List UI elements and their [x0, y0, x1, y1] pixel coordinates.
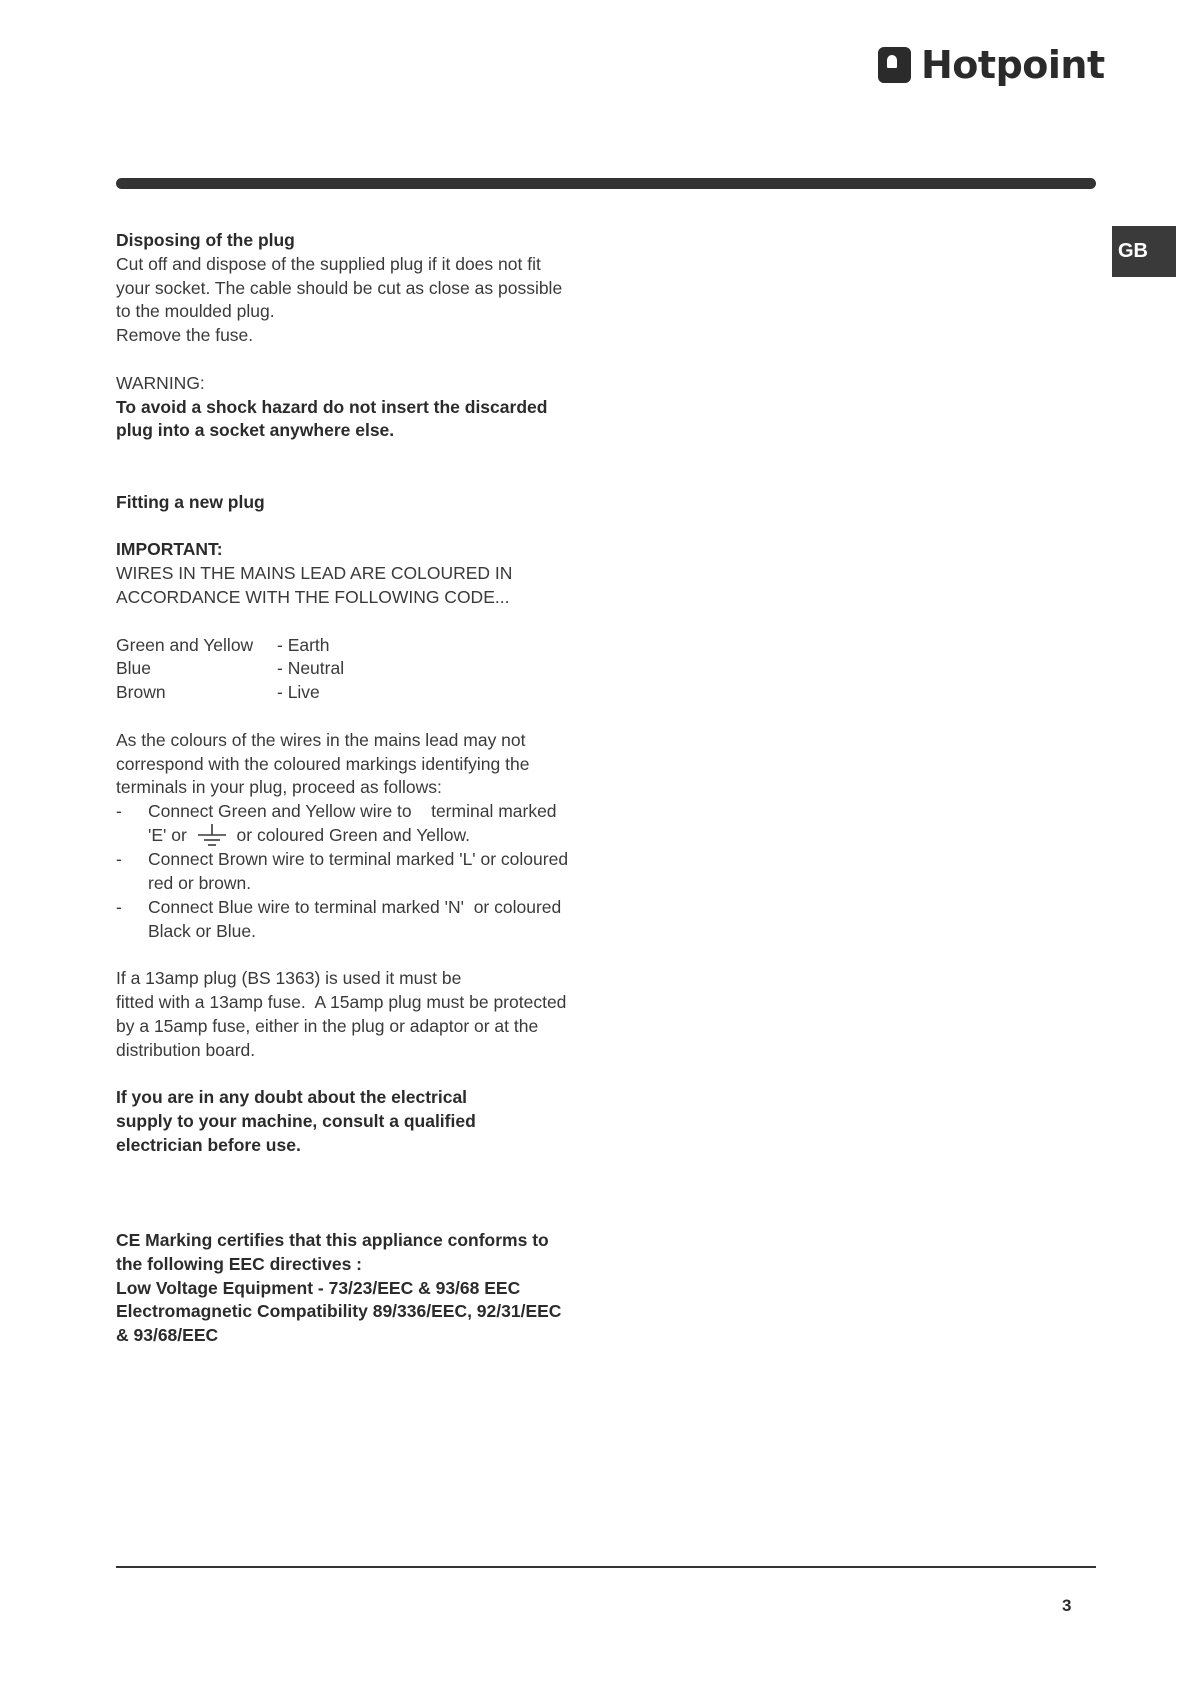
wire-code-row [116, 657, 596, 681]
hotpoint-logo-icon [878, 47, 911, 83]
doubt-text: If you are in any doubt about the electrical [116, 1087, 468, 1108]
language-tab: GB [1112, 226, 1176, 277]
instruction-text: Connect Green and Yellow wire to terminal marked [148, 801, 557, 822]
instruction-text-part: or coloured Green and Yellow. [236, 824, 471, 845]
disposing-line: to the moulded plug. [116, 301, 275, 322]
ce-text: the following EEC directives : [116, 1253, 363, 1274]
wire-colour: Green and Yellow [116, 634, 254, 655]
instructions-intro: correspond with the coloured markings identifying the [116, 753, 530, 774]
instruction-item [116, 800, 596, 848]
doubt-text: supply to your machine, consult a qualified [116, 1111, 476, 1132]
brand-logo [878, 43, 1105, 87]
ce-text: & 93/68/EEC [116, 1325, 219, 1346]
ce-text: CE Marking certifies that this appliance conforms to [116, 1230, 549, 1251]
instruction-text: Connect Brown wire to terminal marked 'L' or coloured [148, 849, 569, 870]
wire-role: - Earth [277, 634, 330, 655]
list-dash: - [116, 896, 122, 917]
instructions-intro: As the colours of the wires in the mains lead may not [116, 729, 526, 750]
instruction-item [116, 896, 596, 944]
instruction-text: red or brown. [148, 873, 252, 894]
wire-colour: Brown [116, 682, 166, 703]
warning-text: plug into a socket anywhere else. [116, 420, 395, 441]
instruction-text [148, 824, 557, 848]
ce-text: Electromagnetic Compatibility 89/336/EEC, 92/31/EEC [116, 1301, 562, 1322]
fuse-text: distribution board. [116, 1039, 256, 1060]
instructions-intro: terminals in your plug, proceed as follows: [116, 777, 442, 798]
fuse-text: If a 13amp plug (BS 1363) is used it must be [116, 968, 462, 989]
instruction-item [116, 848, 596, 896]
wire-role: - Neutral [277, 658, 345, 679]
page-number: 3 [1062, 1596, 1072, 1615]
disposing-line: Cut off and dispose of the supplied plug if it does not fit [116, 253, 541, 274]
warning-label: WARNING: [116, 372, 205, 393]
important-text: ACCORDANCE WITH THE FOLLOWING CODE... [116, 586, 510, 607]
brand-name: Hotpoint [921, 43, 1105, 87]
main-content [116, 229, 596, 1348]
important-text: WIRES IN THE MAINS LEAD ARE COLOURED IN [116, 563, 513, 584]
doubt-text: electrician before use. [116, 1134, 301, 1155]
instruction-text-part: 'E' or [148, 824, 187, 845]
fitting-heading: Fitting a new plug [116, 491, 265, 512]
earth-ground-icon [196, 824, 228, 848]
wire-role: - Live [277, 682, 320, 703]
wire-code-row [116, 681, 596, 705]
wire-code-row [116, 634, 596, 658]
instruction-text: Connect Blue wire to terminal marked 'N' or coloured [148, 896, 562, 917]
warning-text: To avoid a shock hazard do not insert the discarded [116, 396, 548, 417]
instruction-text: Black or Blue. [148, 920, 256, 941]
list-dash: - [116, 801, 122, 822]
disposing-line: Remove the fuse. [116, 325, 254, 346]
important-label: IMPORTANT: [116, 539, 223, 560]
fuse-text: fitted with a 13amp fuse. A 15amp plug must be protected [116, 992, 567, 1013]
fuse-text: by a 15amp fuse, either in the plug or adaptor or at the [116, 1015, 539, 1036]
wire-colour: Blue [116, 658, 152, 679]
footer-divider [116, 1566, 1096, 1568]
disposing-heading: Disposing of the plug [116, 230, 295, 250]
ce-text: Low Voltage Equipment - 73/23/EEC & 93/68 EEC [116, 1277, 521, 1298]
header-divider [116, 178, 1096, 189]
list-dash: - [116, 849, 122, 870]
disposing-line: your socket. The cable should be cut as close as possible [116, 277, 563, 298]
